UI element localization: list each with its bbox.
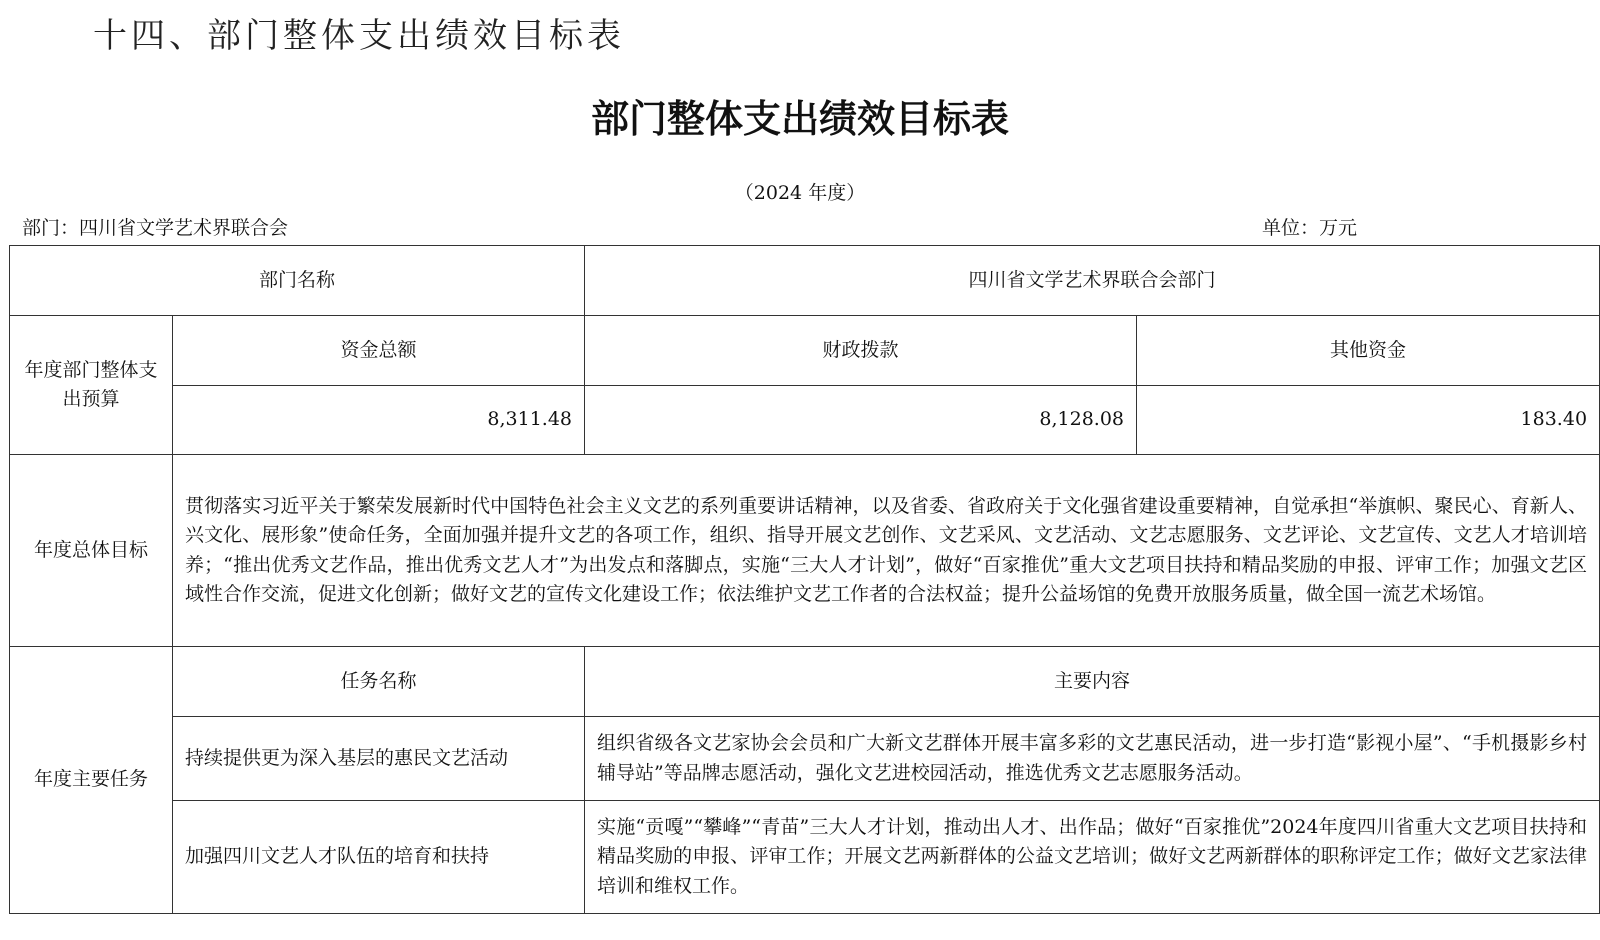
unit-line: 单位：万元 bbox=[1262, 217, 1358, 239]
department-name-row bbox=[10, 246, 1600, 316]
budget-header-other: 其他资金 bbox=[1137, 316, 1600, 386]
task-name: 持续提供更为深入基层的惠民文艺活动 bbox=[173, 717, 585, 801]
task-row bbox=[10, 717, 1600, 801]
annual-goal-text: 贯彻落实习近平关于繁荣发展新时代中国特色社会主义文艺的系列重要讲话精神，以及省委、省政府关于文化强省建设重要精神，自觉承担“举旗帜、聚民心、育新人、兴文化、展形象”使命任务，全面加强并提升文艺的各项工作，组织、指导开展文艺创作、文艺采风、文艺活动、文艺志愿服务、文艺评论、文艺宣传、文艺人才培训培养；“推出优秀文艺作品，推出优秀文艺人才”为出发点和落脚点，实施“三大人才计划”，做好“百家推优”重大文艺项目扶持和精品奖励的申报、评审工作；加强文艺区域性合作交流，促进文化创新；做好文艺的宣传文化建设工作；依法维护文艺工作者的合法权益；提升公益场馆的免费开放服务质量，做全国一流艺术场馆。 bbox=[173, 455, 1600, 647]
budget-value-total: 8,311.48 bbox=[173, 386, 585, 455]
task-name-header: 任务名称 bbox=[173, 647, 585, 717]
budget-label: 年度部门整体支出预算 bbox=[24, 358, 158, 410]
section-heading: 十四、部门整体支出绩效目标表 bbox=[93, 16, 625, 56]
task-content: 实施“贡嘎”“攀峰”“青苗”三大人才计划，推动出人才、出作品；做好“百家推优”2024年度四川省重大文艺项目扶持和精品奖励的申报、评审工作；开展文艺两新群体的公益文艺培训；做好文艺两新群体的职称评定工作；做好文艺家法律培训和维权工作。 bbox=[585, 801, 1600, 914]
budget-header-fiscal: 财政拨款 bbox=[585, 316, 1137, 386]
task-content-header: 主要内容 bbox=[585, 647, 1600, 717]
document-title: 部门整体支出绩效目标表 bbox=[590, 97, 1009, 141]
annual-tasks-label: 年度主要任务 bbox=[10, 647, 173, 914]
tasks-header-row bbox=[10, 647, 1600, 717]
budget-values-row bbox=[10, 386, 1600, 455]
budget-value-fiscal: 8,128.08 bbox=[585, 386, 1137, 455]
budget-header-total: 资金总额 bbox=[173, 316, 585, 386]
document-year: （2024 年度） bbox=[734, 182, 866, 204]
annual-goal-row bbox=[10, 455, 1600, 647]
department-name-label: 部门名称 bbox=[10, 246, 585, 316]
task-row bbox=[10, 801, 1600, 914]
department-name-value: 四川省文学艺术界联合会部门 bbox=[585, 246, 1600, 316]
annual-goal-label: 年度总体目标 bbox=[10, 455, 173, 647]
budget-label-cell bbox=[10, 316, 173, 455]
task-name: 加强四川文艺人才队伍的培育和扶持 bbox=[173, 801, 585, 914]
budget-header-row bbox=[10, 316, 1600, 386]
budget-value-other: 183.40 bbox=[1137, 386, 1600, 455]
task-content: 组织省级各文艺家协会会员和广大新文艺群体开展丰富多彩的文艺惠民活动，进一步打造“影视小屋”、“手机摄影乡村辅导站”等品牌志愿活动，强化文艺进校园活动，推选优秀文艺志愿服务活动。 bbox=[585, 717, 1600, 801]
performance-target-table bbox=[9, 245, 1600, 914]
department-line: 部门：四川省文学艺术界联合会 bbox=[22, 217, 289, 239]
